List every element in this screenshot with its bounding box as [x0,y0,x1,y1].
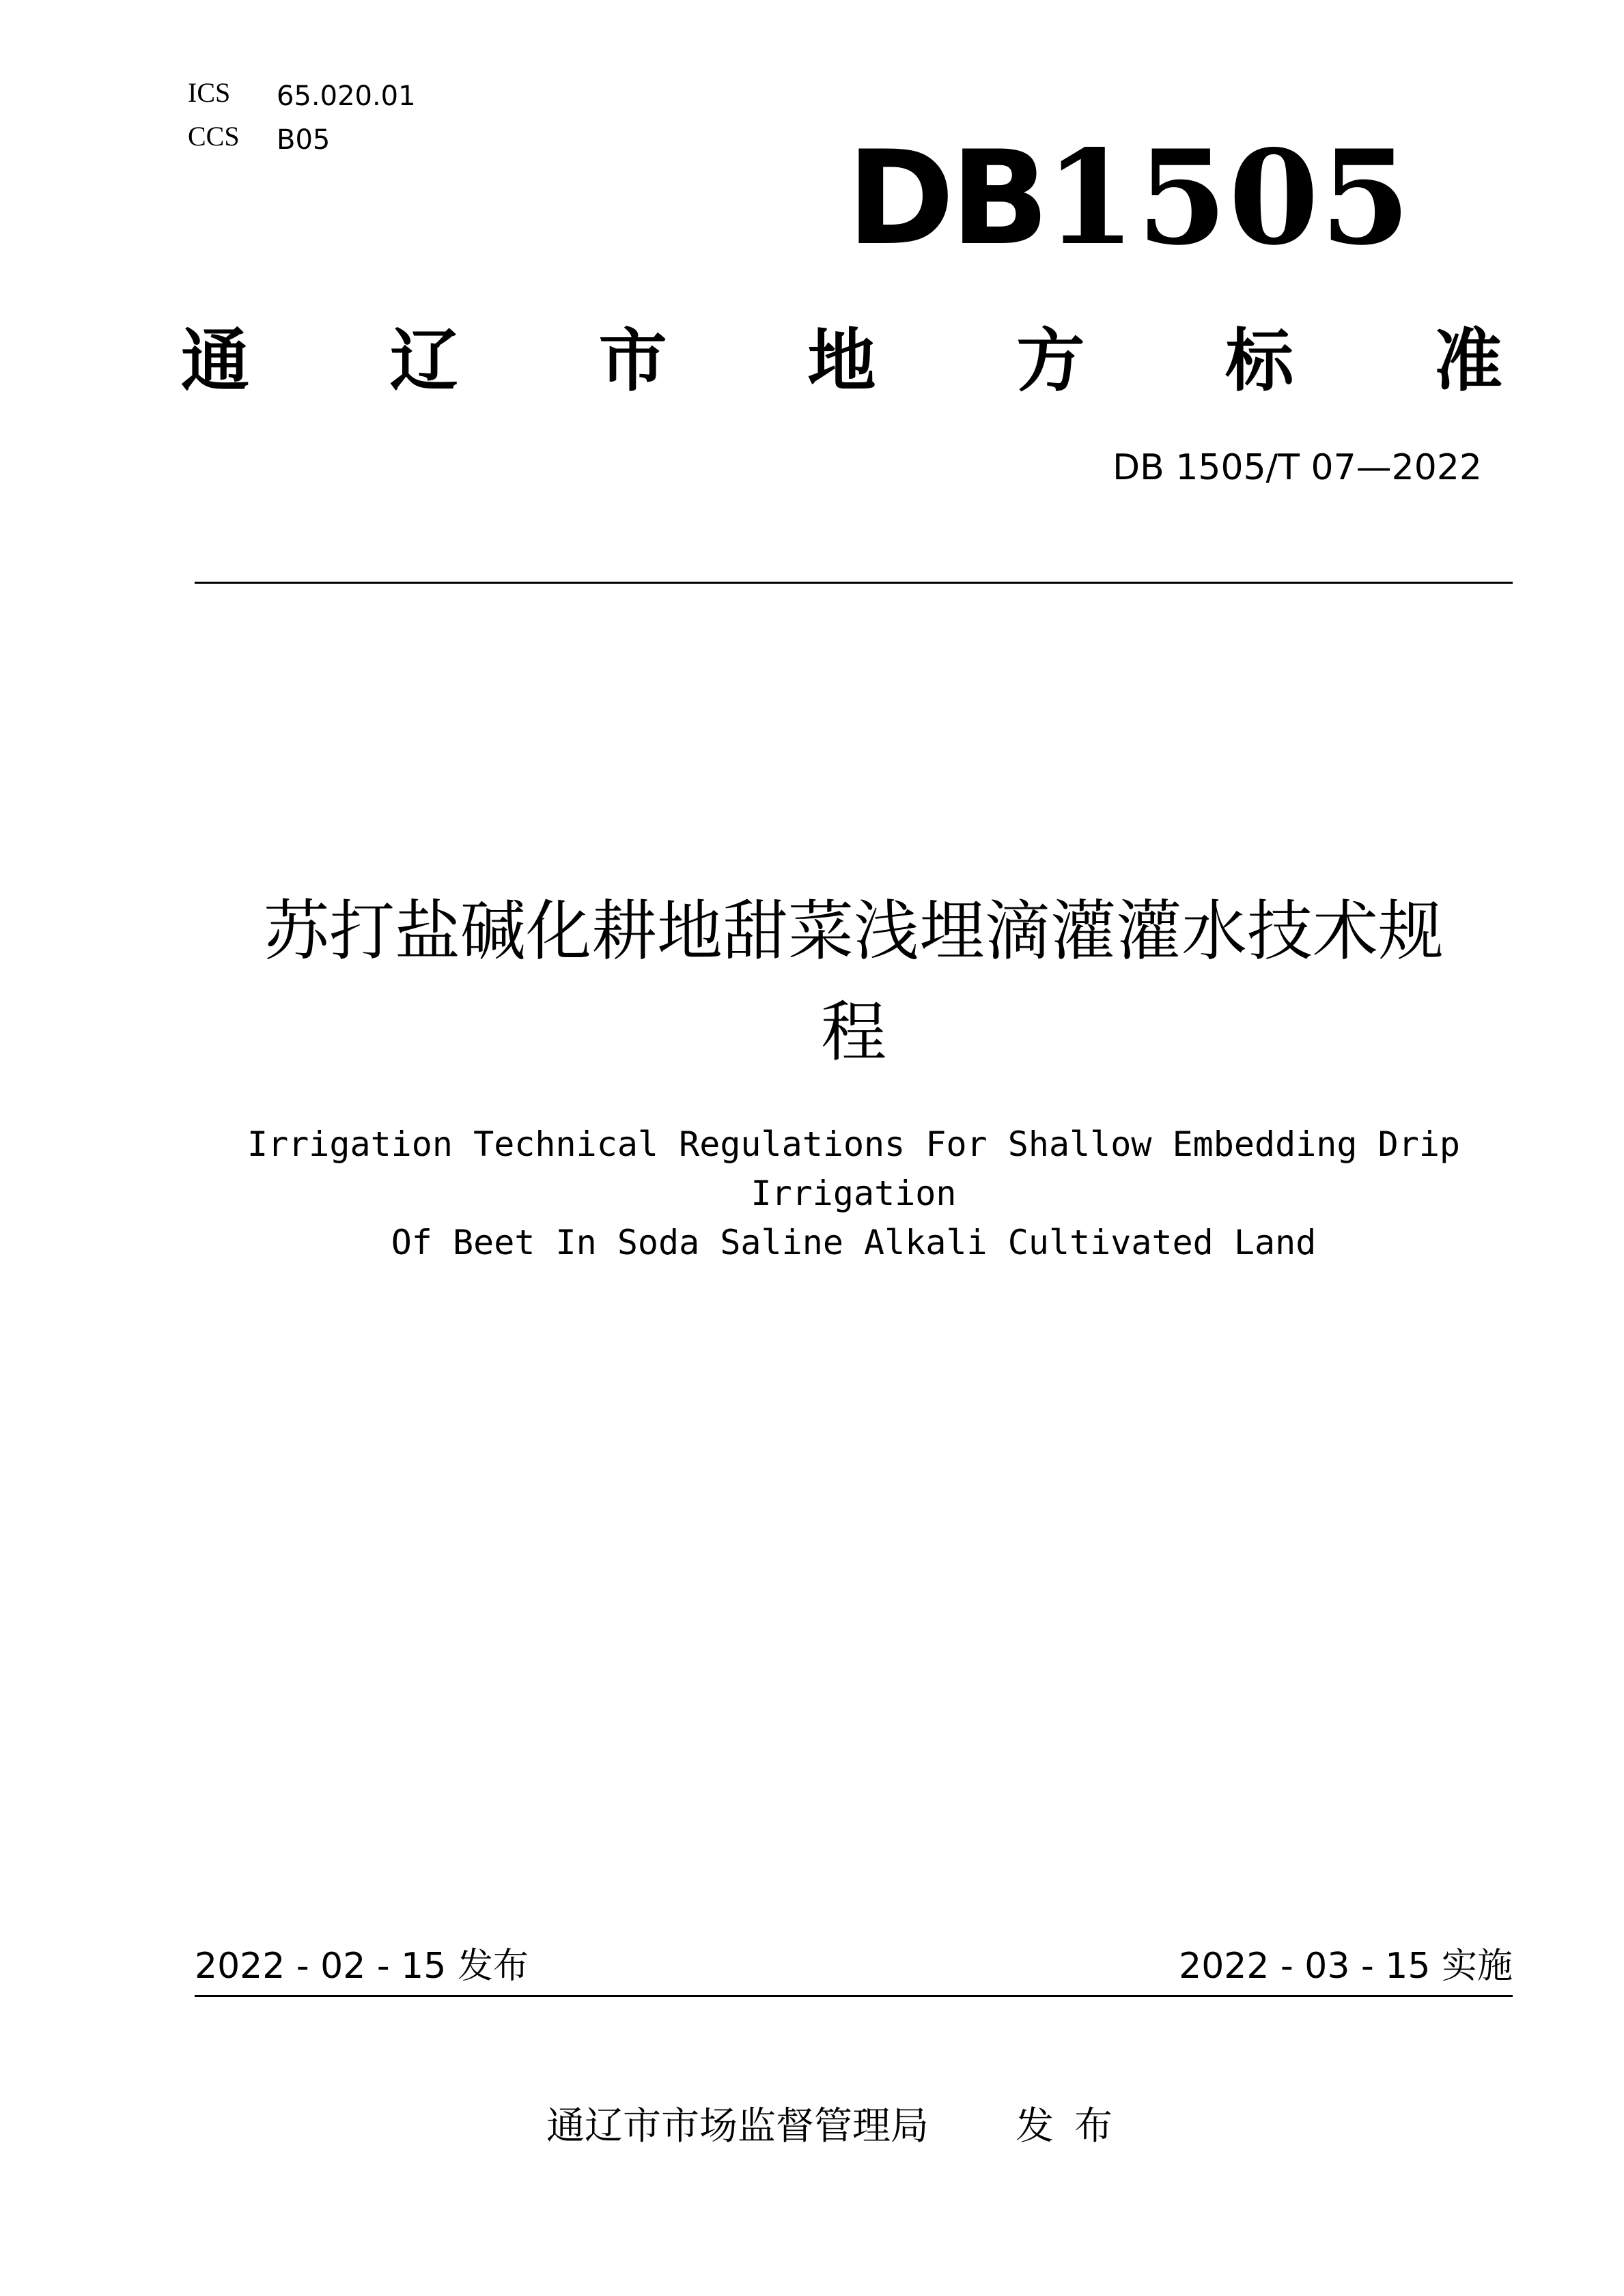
issuer-verb: 发布 [1016,2104,1133,2149]
ccs-code: B05 [277,124,331,156]
standard-number: DB 1505/T 07—2022 [1112,447,1482,488]
standard-type-char: 方 [1016,321,1085,401]
header-divider [195,582,1513,584]
ics-label: ICS [188,77,231,108]
standard-type-char: 地 [807,321,876,401]
title-zh [195,881,1513,1083]
ccs-label: CCS [188,121,240,152]
standard-type-char: 辽 [389,321,458,401]
standard-mark-number: 1505 [1045,122,1412,274]
standard-type-char: 准 [1433,321,1502,401]
title-en-line-2: Of Beet In Soda Saline Alkali Cultivated Land [391,1223,1317,1262]
implement-date: 2022 - 03 - 15 实施 [1179,1946,1513,1987]
standard-type-char: 通 [181,321,249,401]
title-zh-line-1: 苏打盐碱化耕地甜菜浅埋滴灌灌水技术规 [264,893,1444,969]
title-en-line-1: Irrigation Technical Regulations For Shallow Embedding Drip Irrigation [247,1124,1461,1213]
ics-code: 65.020.01 [277,81,416,112]
publish-date: 2022 - 02 - 15 发布 [195,1946,529,1987]
title-zh-line-2: 程 [821,994,886,1071]
issuer-name: 通辽市市场监督管理局 [546,2104,929,2149]
standard-mark-prefix: DB [847,123,1046,274]
footer-divider [195,1995,1513,1997]
standard-type [181,311,1502,399]
standard-type-char: 标 [1225,321,1294,401]
standard-mark [847,122,1412,274]
standard-type-char: 市 [598,321,667,401]
title-en [184,1120,1523,1267]
